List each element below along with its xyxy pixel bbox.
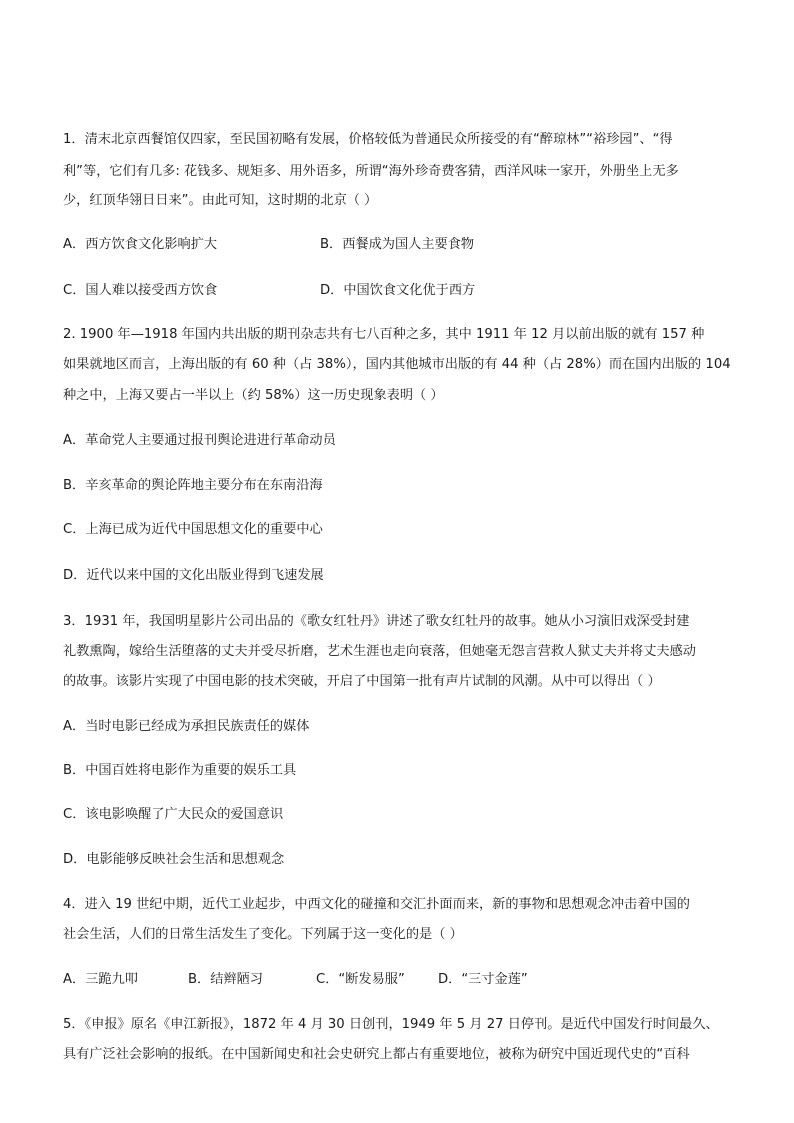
question-4-line-1: 4．进入 19 世纪中期，近代工业起步，中西文化的碰撞和交汇扑面而来，新的事物和思想观念冲击着中国的 — [63, 897, 690, 912]
question-3-option-a[interactable]: A．当时电影已经成为承担民族责任的媒体 — [63, 719, 310, 734]
question-4-line-2: 社会生活，人们的日常生活发生了变化。下列属于这一变化的是（ ） — [63, 927, 463, 942]
question-3-option-b[interactable]: B．中国百姓将电影作为重要的娱乐工具 — [63, 763, 297, 778]
question-5-line-1: 5．《申报》原名《申江新报》，1872 年 4 月 30 日创刊，1949 年 5 月 27 日停刊。是近代中国发行时间最久、 — [63, 1017, 719, 1032]
question-1-option-a[interactable]: A．西方饮食文化影响扩大 — [63, 237, 218, 252]
question-4-option-d[interactable]: D．“三寸金莲” — [438, 972, 528, 987]
question-1-line-1: 1．清末北京西餐馆仅四家，至民国初略有发展，价格较低为普通民众所接受的有“醉琼林”“裕珍园”、“得 — [63, 132, 673, 147]
question-1-option-b[interactable]: B．西餐成为国人主要食物 — [320, 237, 475, 252]
question-1-line-3: 少，红顶华翎日日来”。由此可知，这时期的北京（ ） — [63, 193, 378, 208]
question-3-option-d[interactable]: D．电影能够反映社会生活和思想观念 — [63, 852, 285, 867]
question-4-option-b[interactable]: B．结辫陋习 — [188, 972, 263, 987]
question-2-option-c[interactable]: C．上海已成为近代中国思想文化的重要中心 — [63, 522, 323, 537]
question-2-line-2: 如果就地区而言，上海出版的有 60 种（占 38%），国内其他城市出版的有 44 种（占 28%）而在国内出版的 104 — [63, 357, 731, 372]
question-4-option-a[interactable]: A．三跪九叩 — [63, 972, 138, 987]
question-3-option-c[interactable]: C．该电影唤醒了广大民众的爱国意识 — [63, 807, 284, 822]
question-1-option-c[interactable]: C．国人难以接受西方饮食 — [63, 283, 218, 298]
question-3-line-2: 礼教熏陶，嫁给生活堕落的丈夫并受尽折磨，艺术生涯也走向衰落，但她毫无怨言营救人狱丈夫并将丈夫感动 — [63, 644, 696, 659]
question-2-option-b[interactable]: B．辛亥革命的舆论阵地主要分布在东南沿海 — [63, 478, 323, 493]
question-1-line-2: 利”等，它们有几多: 花钱多、规矩多、用外语多，所谓“海外珍奇费客猜，西洋风味一家开，外册坐上无多 — [63, 164, 679, 179]
question-4-option-c[interactable]: C．“断发易服” — [316, 972, 405, 987]
question-5-line-2: 具有广泛社会影响的报纸。在中国新闻史和社会史研究上都占有重要地位，被称为研究中国近现代史的“百科 — [63, 1047, 690, 1062]
question-3-line-1: 3．1931 年，我国明星影片公司出品的《歌女红牡丹》讲述了歌女红牡丹的故事。她从小习演旧戏深受封建 — [63, 614, 690, 629]
question-3-line-3: 的故事。该影片实现了中国电影的技术突破，开启了中国第一批有声片试制的风潮。从中可以得出（ ） — [63, 674, 661, 689]
question-2-option-d[interactable]: D．近代以来中国的文化出版业得到飞速发展 — [63, 568, 324, 583]
question-1-option-d[interactable]: D．中国饮食文化优于西方 — [320, 283, 476, 298]
question-2-option-a[interactable]: A．革命党人主要通过报刊舆论进进行革命动员 — [63, 433, 336, 448]
question-2-line-1: 2. 1900 年—1918 年国内共出版的期刊杂志共有七八百种之多，其中 1911 年 12 月以前出版的就有 157 种 — [63, 327, 705, 342]
question-2-line-3: 种之中，上海又要占一半以上（约 58%）这一历史现象表明（ ） — [63, 388, 444, 403]
